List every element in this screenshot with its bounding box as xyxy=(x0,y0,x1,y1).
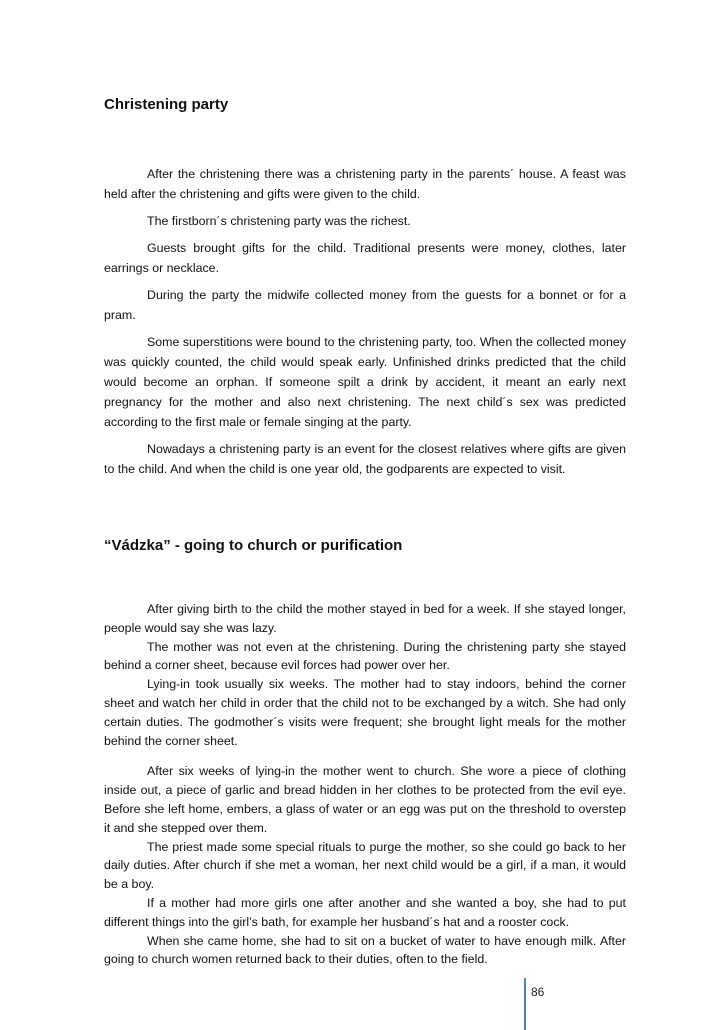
paragraph: The mother was not even at the christening. During the christening party she stayed behind a corner sheet, because evil forces had power over her. xyxy=(104,639,626,673)
section-heading-vadzka: “Vádzka” - going to church or purification xyxy=(104,537,403,554)
paragraph: Guests brought gifts for the child. Traditional presents were money, clothes, later earrings or necklace. xyxy=(104,241,626,275)
page-number: 86 xyxy=(531,985,545,999)
section-vadzka-body xyxy=(104,600,626,969)
paragraph: The priest made some special rituals to purge the mother, so she could go back to her daily duties. After church if she met a woman, her next child would be a girl, if a man, it would be a boy. xyxy=(104,839,626,892)
paragraph: Some superstitions were bound to the christening party, too. When the collected money was quickly counted, the child would speak early. Unfinished drinks predicted that the child would become an orphan. If someone spilt a drink by accident, it meant an early next pregnancy for the mother and also next christening. The next child´s sex was predicted according to the first male or female singing at the party. xyxy=(104,335,626,429)
paragraph: After six weeks of lying-in the mother went to church. She wore a piece of clothing inside out, a piece of garlic and bread hidden in her clothes to be protected from the evil eye. Before she left home, embers, a glass of water or an egg was put on the threshold to overstep it and she stepped over them. xyxy=(104,764,626,835)
paragraph: During the party the midwife collected money from the guests for a bonnet or for a pram. xyxy=(104,288,626,322)
paragraph: The firstborn´s christening party was the richest. xyxy=(147,214,411,228)
paragraph: After the christening there was a christening party in the parents´ house. A feast was held after the christening and gifts were given to the child. xyxy=(104,167,626,201)
section-heading-christening-party: Christening party xyxy=(104,96,229,113)
paragraph: After giving birth to the child the mother stayed in bed for a week. If she stayed longer, people would say she was lazy. xyxy=(104,602,626,635)
paragraph: If a mother had more girls one after another and she wanted a boy, she had to put different things into the girl’s bath, for example her husband´s hat and a rooster cock. xyxy=(104,895,626,929)
footer-divider xyxy=(524,978,526,1030)
paragraph: Nowadays a christening party is an event for the closest relatives where gifts are given to the child. And when the child is one year old, the godparents are expected to visit. xyxy=(104,442,626,476)
paragraph: Lying-in took usually six weeks. The mother had to stay indoors, behind the corner sheet and watch her child in order that the child not to be exchanged by a witch. She had only certain duties. The godmother´s visits were frequent; she brought light meals for the mother behind the corner sheet. xyxy=(104,677,626,748)
section-christening-party-body xyxy=(104,164,626,486)
paragraph: When she came home, she had to sit on a bucket of water to have enough milk. After going to church women returned back to their duties, often to the field. xyxy=(104,933,626,967)
